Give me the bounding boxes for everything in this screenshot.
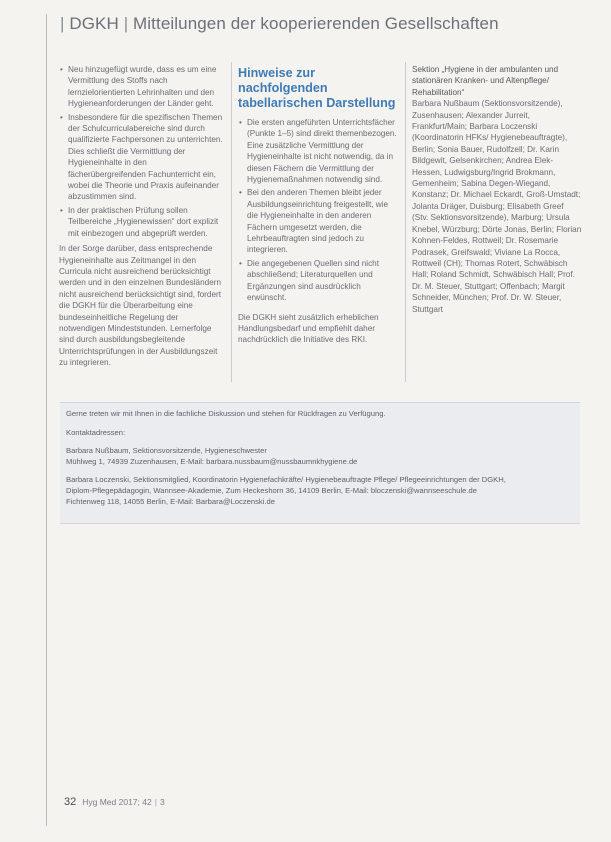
member-list: Barbara Nußbaum (Sektionsvorsitzende), Zusenhausen; Alexander Jurreit, Frankfurt/Main; Barbara Loczenski (Koordinatorin HFKs/ Hygienebeauftragte), Berlin; Sonia Bauer, Rudolfzell; Dr. Karin Bildgewit, Gelsenkirchen; Andrea Elek-Hessen, Ludwigsburg/Ingrid Brokmann, Gemenheim; Sabina Degen-Wiegand, Konstanz; Dr. Michael Eckardt, Groß-Umstadt; Jolanta Dräger, Duisburg; Elisabeth Greef (Stv. Sektionsvorsitzende), Marburg; Ursula Knebel, Würzburg; Dörte Jonas, Berlin; Florian Kohnen-Feldes, Rottweil; Dr. Rosemarie Podrasek, Greifswald; Viviane La Rocca, Rottweil (CH); Thomas Rotert, Schwäbisch Hall; Roland Schmidt, Schwäbisch Hall; Prof. Dr. M. Steuer, Stuttgart; Offenbach; Margit Schneider, München; Prof. Dr. W. Steuer, Stuttgart xyxy=(412,99,582,314)
list-item: • Neu hinzugefügt wurde, dass es um eine Vermittlung des Stoffs nach lernzielorientierten Lehrinhalten und den Hygieneanforderungen der Länder geht. xyxy=(68,64,225,110)
contact-entry xyxy=(66,475,572,507)
list-item: • Bei den anderen Themen bleibt jeder Ausbildungseinrichtung freigestellt, wie die Hygieneinhalte in den anderen Fächern umgesetzt werden, die Lehrbeauftragten sind jedoch zu integrieren. xyxy=(247,187,398,255)
body-paragraph: In der Sorge darüber, dass entsprechende Hygieneinhalte aus Zeitmangel in den Curricula nicht ausreichend berücksichtigt werden und in den einzelnen Bundesländern nicht ausreichend berücksichtigt sind, fordert die DGKH für die Überarbeitung eine bundeseinheitliche Regelung der notwendigen Mindeststunden. Lernerfolge sind durch ausbildungsbegleitende Unterrichtsprüfungen in der Ausbildungszeit zu integrieren. xyxy=(59,244,222,368)
contact-line: Diplom-Pflegepädagogin, Wannsee-Akademie, Zum Heckeshorn 36, 14109 Berlin, E-Mail: bloczenski@wannseeschule.de xyxy=(66,485,477,495)
section-title: Hinweise zur nachfolgenden tabellarischen Darstellung xyxy=(238,66,396,110)
issue-number: 3 xyxy=(159,797,165,807)
closing-paragraph: Die DGKH sieht zusätzlich erheblichen Handlungsbedarf und empfiehlt daher nachdrücklich die Initiative des RKI. xyxy=(238,312,379,345)
contact-box xyxy=(60,402,580,524)
bullet-list xyxy=(238,117,398,304)
contact-line: Barbara Nußbaum, Sektionsvorsitzende, Hygieneschwester xyxy=(66,446,267,456)
header-org: DGKH xyxy=(69,14,119,33)
list-item: • In der praktischen Prüfung sollen Teilbereiche „Hygienewissen“ dort explizit mit einbezogen und abgeprüft werden. xyxy=(68,205,225,239)
list-item: • Die angegebenen Quellen sind nicht abschließend; Literaturquellen und Ergänzungen sind ausdrücklich erwünscht. xyxy=(247,258,398,304)
contacts-label: Kontaktadressen: xyxy=(66,427,126,437)
contact-entry xyxy=(66,446,572,467)
header-divider: | xyxy=(118,14,134,33)
text-column-1 xyxy=(59,64,225,369)
contact-intro: Gerne treten wir mit Ihnen in die fachliche Diskussion und stehen für Rückfragen zu Verfügung. xyxy=(66,409,386,418)
left-margin-rule xyxy=(46,14,47,826)
page-number: 32 xyxy=(64,796,77,808)
column-divider xyxy=(405,62,406,382)
page-header xyxy=(60,14,560,34)
bullet-list xyxy=(59,64,225,239)
header-title: Mitteilungen der kooperierenden Gesellschaften xyxy=(133,14,499,33)
footer-divider: | xyxy=(154,797,157,807)
page-footer xyxy=(64,796,165,808)
contact-line: Mühlweg 1, 74939 Zuzenhausen, E-Mail: barbara.nussbaum@nussbaumnkhygiene.de xyxy=(66,456,358,466)
text-column-3 xyxy=(412,64,582,315)
contact-line: Barbara Loczenski, Sektionsmitglied, Koordinatorin Hygienefachkräfte/ Hygienebeauftragte Pflege/ Pflegeeinrichtungen der DGKH, xyxy=(66,475,506,485)
list-item: • Insbesondere für die spezifischen Themen der Schulcurriculabereiche sind durch qualifizierte Fachpersonen zu unterrichten. Dies schließt die Vermittlung der Hygieneinhalte in den fächerübergreifenden Fachunterricht ein, wobei die Theorie und Praxis aufeinander abzustimmen sind. xyxy=(68,112,225,203)
contact-line: Fichtenweg 118, 14055 Berlin, E-Mail: Barbara@Loczenski.de xyxy=(66,496,275,506)
list-item: • Die ersten angeführten Unterrichtsfächer (Punkte 1–5) sind direkt themenbezogen. Eine zusätzliche Vermittlung der Hygieneinhalte ist nicht notwendig, da in diesen Fächern die Vermittlung der Hygienemaßnahmen notwendig sind. xyxy=(247,117,398,185)
section-heading: Sektion „Hygiene in der ambulanten und stationären Kranken- und Altenpflege/ Rehabilitation“ xyxy=(412,65,559,97)
header-divider: | xyxy=(60,14,70,33)
column-divider xyxy=(231,62,232,382)
text-column-2 xyxy=(238,66,398,346)
journal-citation: Hyg Med 2017; 42 xyxy=(82,797,152,807)
